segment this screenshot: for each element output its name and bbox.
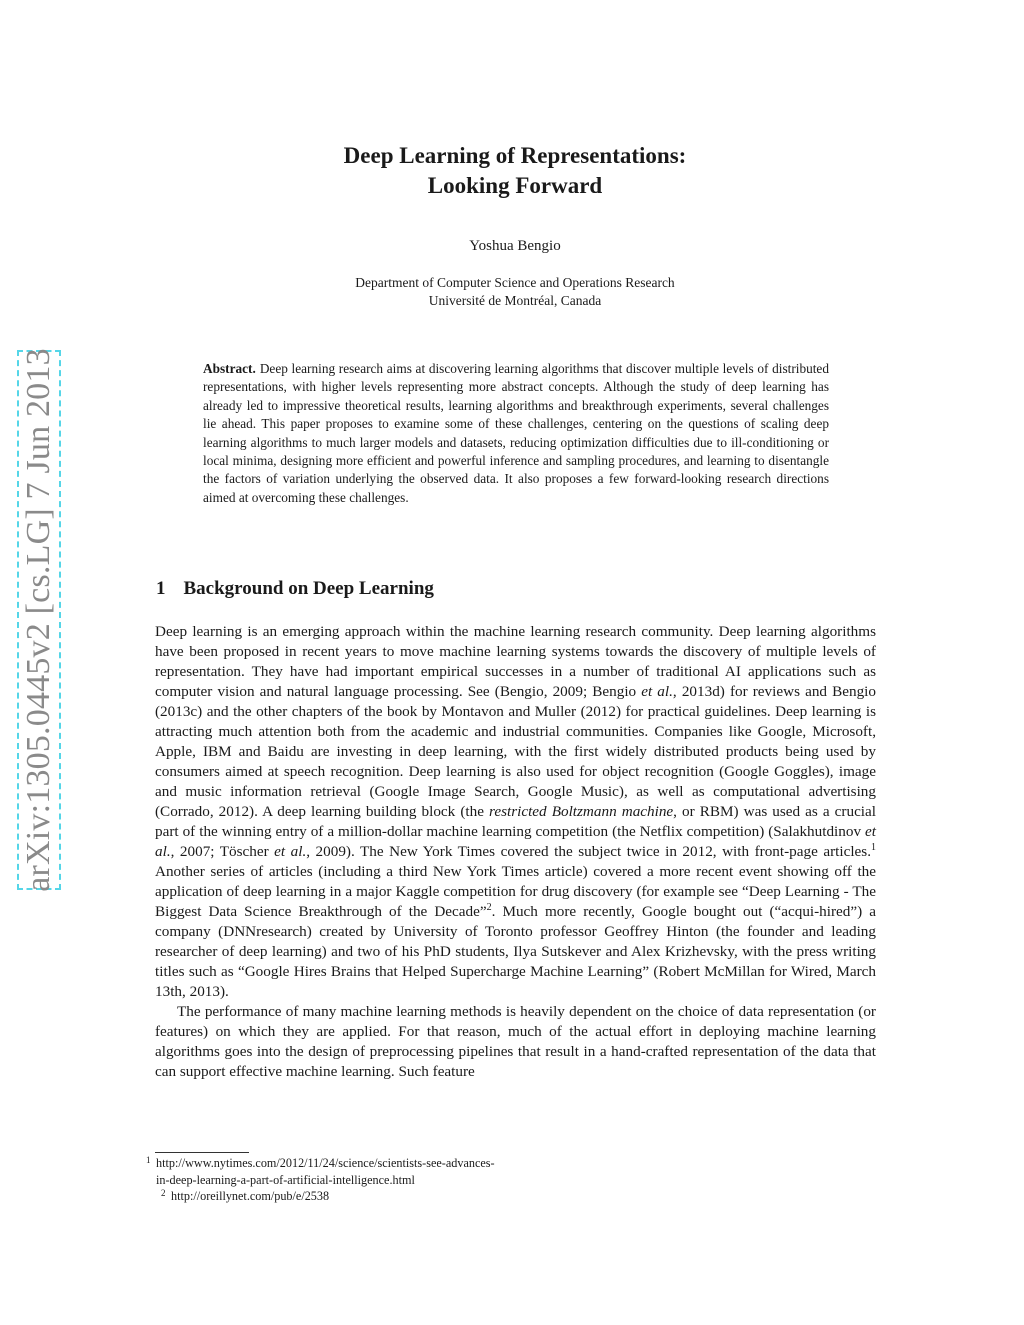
abstract — [203, 360, 829, 507]
p1-text-1: Deep learning is an emerging approach within the machine learning research community. Deep learning algorithms have been proposed in recent years to move machine learning systems towards the discovery of multiple levels of representation. They have had important empirical successes in a number of traditional AI applications such as computer vision and natural language processing. See (Bengio, 2009; Bengio — [155, 623, 876, 700]
paragraph-1 — [155, 622, 876, 1002]
p1-text-6: Another series of articles (including a third New York Times article) covered a more recent event showing off the application of deep learning in a major Kaggle competition for drug discovery (for example see “Deep Learning - The Biggest Data Science Breakthrough of the Decade” — [155, 863, 876, 920]
author-name: Yoshua Bengio — [469, 238, 561, 254]
p1-text-3: , or RBM) was used as a crucial part of the winning entry of a million-dollar machine learning competition (the Netflix competition) (Salakhutdinov — [155, 803, 876, 840]
p1-etal-2: et al. — [155, 823, 876, 860]
footnote-1-url-line-1[interactable]: http://www.nytimes.com/2012/11/24/science/scientists-see-advances- — [156, 1156, 495, 1170]
footnote-1 — [146, 1155, 746, 1188]
p1-etal-3: et al. — [274, 843, 307, 860]
paper-title — [0, 141, 1024, 201]
arxiv-side-stamp — [17, 350, 61, 890]
footnote-divider — [155, 1152, 249, 1153]
footnote-ref-2[interactable]: 2 — [486, 901, 492, 913]
section-title: Background on Deep Learning — [183, 578, 434, 599]
footnote-2 — [146, 1188, 746, 1205]
title-line-1: Deep Learning of Representations: — [343, 143, 687, 168]
section-number: 1 — [156, 578, 166, 599]
p1-text-4: , 2007; Töscher — [170, 843, 275, 860]
p1-rbm-term: restricted Boltzmann machine — [489, 803, 674, 820]
affiliation-university: Université de Montréal, Canada — [428, 293, 602, 308]
affiliation — [0, 274, 1024, 310]
footnotes — [146, 1155, 746, 1205]
footnote-ref-1[interactable]: 1 — [871, 841, 876, 853]
p1-text-2: , 2013d) for reviews and Bengio (2013c) and the other chapters of the book by Montavon and Muller (2012) for practical guidelines. Deep learning is attracting much attention both from the academic and industrial communities. Companies like Google, Microsoft, Apple, IBM and Baidu are investing in deep learning, with the first widely distributed products being used by consumers aimed at speech recognition. Deep learning is also used for object recognition (Google Goggles), image and music information retrieval (Google Image Search, Google Music), as well as computational advertising (Corrado, 2012). A deep learning building block (the — [155, 683, 876, 820]
title-line-2: Looking Forward — [427, 173, 603, 198]
footnote-2-mark: 2 — [161, 1188, 166, 1198]
affiliation-department: Department of Computer Science and Operations Research — [355, 275, 675, 290]
p1-etal-1: et al. — [641, 683, 673, 700]
paragraph-2: The performance of many machine learning methods is heavily dependent on the choice of data representation (or features) on which they are applied. For that reason, much of the actual effort in deploying machine learning algorithms goes into the design of preprocessing pipelines that result in a hand-crafted representation of the data that can support effective machine learning. Such feature — [155, 1003, 876, 1080]
section-body — [155, 622, 876, 1082]
footnote-1-mark: 1 — [146, 1155, 151, 1165]
arxiv-identifier: arXiv:1305.0445v2 [cs.LG] 7 Jun 2013 — [20, 348, 57, 892]
abstract-text: Deep learning research aims at discovering learning algorithms that discover multiple levels of distributed representations, with higher levels representing more abstract concepts. Although the study of deep learning has already led to impressive theoretical results, learning algorithms and breakthrough experiments, several challenges lie ahead. This paper proposes to examine some of these challenges, centering on the questions of scaling deep learning algorithms to much larger models and datasets, reducing optimization difficulties due to ill-conditioning or local minima, designing more efficient and powerful inference and sampling procedures, and learning to disentangle the factors of variation underlying the observed data. It also proposes a few forward-looking research directions aimed at overcoming these challenges. — [203, 361, 829, 505]
abstract-label: Abstract. — [203, 361, 256, 376]
footnote-2-url[interactable]: http://oreillynet.com/pub/e/2538 — [171, 1189, 330, 1203]
p1-text-7: . Much more recently, Google bought out (“acqui-hired”) a company (DNNresearch) created by University of Toronto professor Geoffrey Hinton (the founder and leading researcher of deep learning) and two of his PhD students, Ilya Sutskever and Alex Krizhevsky, with the press writing titles such as “Google Hires Brains that Helped Supercharge Machine Learning” (Robert McMillan for Wired, March 13th, 2013). — [155, 903, 876, 1000]
footnote-1-url-line-2[interactable]: in-deep-learning-a-part-of-artificial-intelligence.html — [156, 1172, 415, 1187]
p1-text-5: , 2009). The New York Times covered the subject twice in 2012, with front-page articles. — [306, 843, 871, 860]
section-heading — [156, 578, 434, 600]
